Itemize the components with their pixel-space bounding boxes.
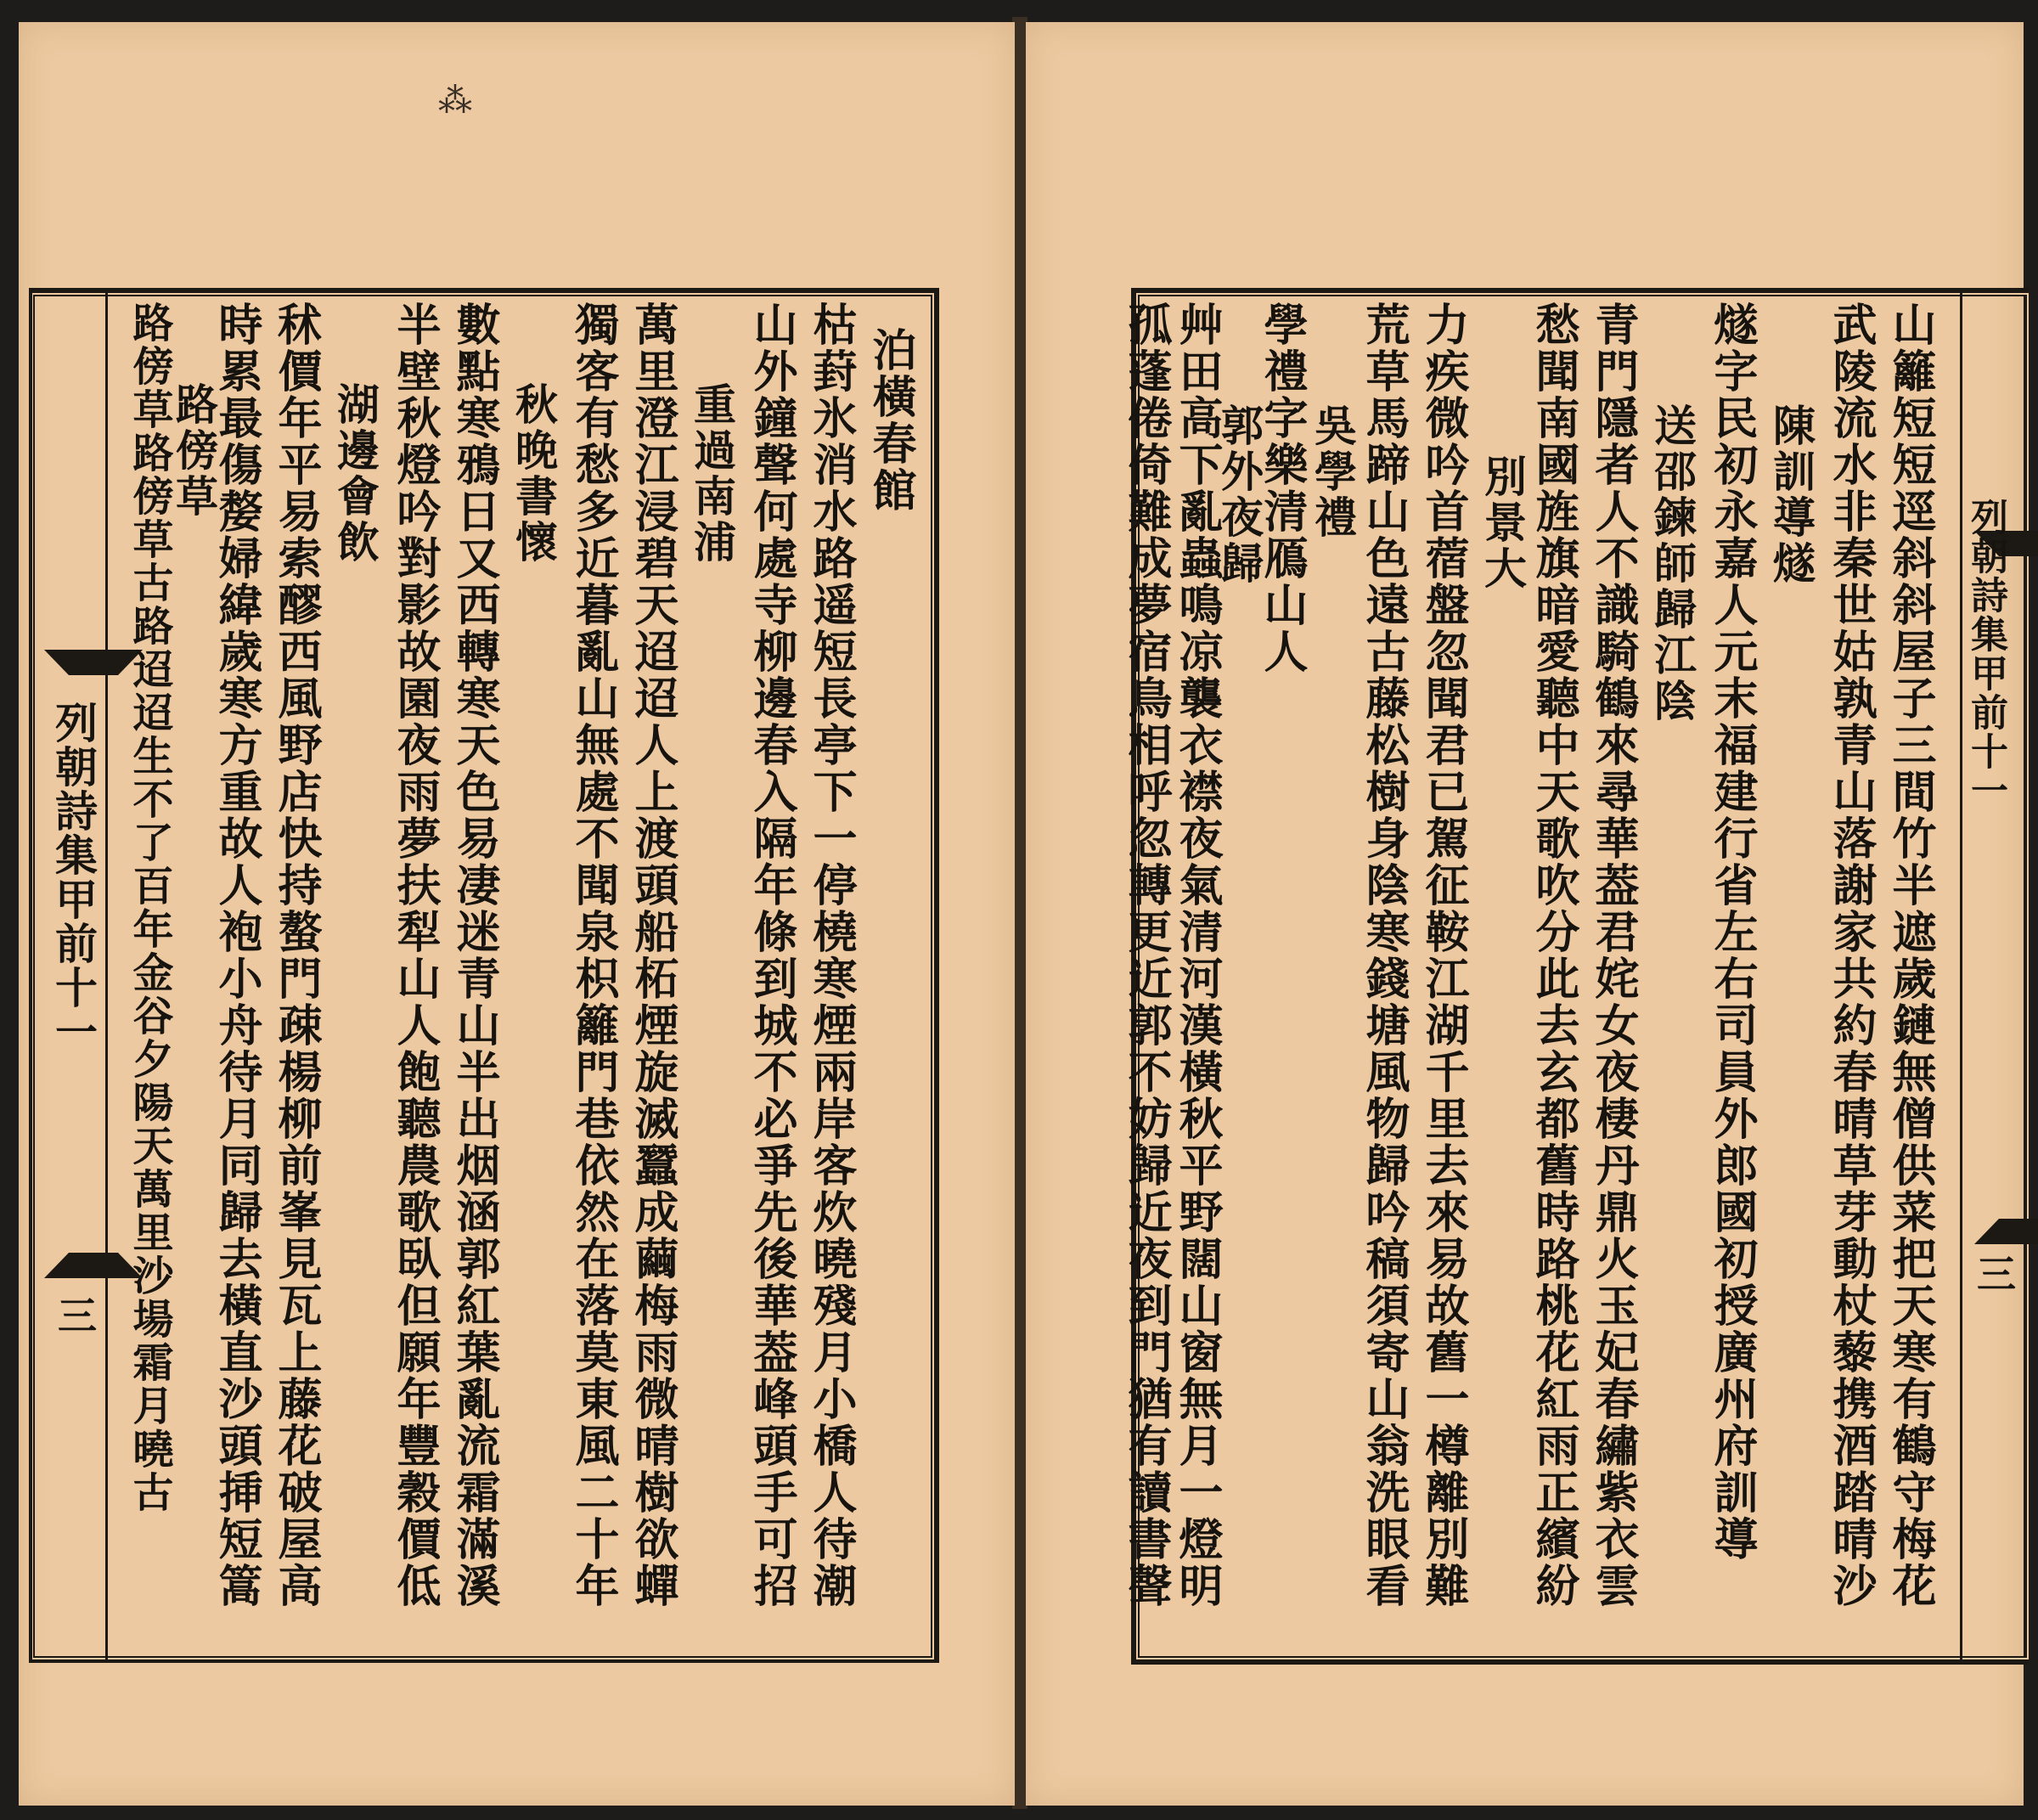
text-column: 艸田高下亂蟲鳴凉襲衣襟夜氣清河漢橫秋平野闊山窗無月一燈明 <box>1171 301 1223 1609</box>
poem-title: 路傍草 <box>169 382 219 520</box>
text-column: 時累最傷嫠婦緯歲寒方重故人袍小舟待月同歸去橫直沙頭挿短篙 <box>211 301 262 1609</box>
text-column: 數點寒鴉日又西轉寒天色易凄迷青山半出烟涵郭紅葉亂流霜滿溪 <box>448 301 500 1609</box>
fish-tail-lower <box>1969 1210 2029 1244</box>
text-column: 萬里澄江浸碧天迢迢人上渡頭船柘煙旋滅蠶成繭梅雨微晴樹欲蟬 <box>627 301 678 1609</box>
right-text-frame <box>1120 288 2029 1665</box>
ink-mark: ⁂ <box>438 82 472 121</box>
left-center-strip <box>30 293 108 1659</box>
poem-title: 送邵鍊師歸江陰 <box>1647 403 1697 724</box>
text-column: 半壁秋燈吟對影故園夜雨夢扶犁山人飽聽農歌臥但願年豐穀價低 <box>389 301 441 1609</box>
text-column: 山籬短短逕斜斜屋子三間竹半遮歲鏈無僧供菜把天寒有鶴守梅花 <box>1884 301 1936 1609</box>
text-column: 獨客有愁多近暮亂山無處不聞泉枳籬門巷依然在落莫東風二十年 <box>567 301 619 1609</box>
right-page-number: 三 <box>1971 1254 2017 1294</box>
fish-tail-lower <box>39 1244 99 1278</box>
text-column: 武陵流水非秦世姑孰青山落謝家共約春晴草芽動杖藜携酒踏晴沙 <box>1825 301 1877 1609</box>
text-column: 荒草馬蹄山色遠古藤松樹身陰寒錢塘風物歸吟稿須寄山翁洗眼看 <box>1358 301 1410 1609</box>
poem-title: 別景大 <box>1478 454 1528 592</box>
text-column: 枯葑氷消水路遥短長亭下一停橈寒煙兩岸客炊曉殘月小橋人待潮 <box>805 301 857 1609</box>
text-column: 路傍草路傍草古路迢迢生不了百年金谷夕陽天萬里沙場霜月曉古 <box>126 301 173 1514</box>
author-heading: 吳學禮 <box>1308 403 1358 541</box>
text-column: 燧字民初永嘉人元末福建行省左右司員外郎國初授廣州府訓導 <box>1706 301 1758 1563</box>
poem-title: 湖邊會飲 <box>330 382 380 566</box>
poem-title: 郭外夜歸 <box>1214 403 1264 587</box>
text-column: 力疾微吟首蓿盤忽聞君已駕征鞍江湖千里去來易故舊一樽離別難 <box>1417 301 1469 1609</box>
left-page <box>19 22 1015 1806</box>
text-column: 秫價年平易索醪西風野店快持螯門疎楊柳前峯見瓦上藤花破屋高 <box>270 301 322 1609</box>
text-column: 愁聞南國旌旗暗愛聽中天歌吹分此去玄都舊時路桃花紅雨正繽紛 <box>1528 301 1579 1609</box>
left-strip-title: 列朝詩集甲前十一 <box>48 701 99 1054</box>
text-column: 學禮字樂清鴈山人 <box>1256 301 1308 675</box>
right-strip-title: 列朝詩集甲前十一 <box>1964 498 2007 810</box>
text-column: 青門隱者人不識騎鶴來尋華葢君姹女夜棲丹鼎火玉妃春繡紫衣雲 <box>1587 301 1639 1609</box>
poem-title: 重過南浦 <box>687 382 737 566</box>
left-page-number: 三 <box>52 1295 98 1336</box>
left-text-frame <box>29 288 939 1663</box>
right-page <box>1026 22 2024 1806</box>
text-column: 孤蓬倦倚難成夢宿鳥相呼忽轉更近郭不妨歸近夜到門猶有讀書聲 <box>1120 301 1172 1609</box>
poem-title: 秋晚書懷 <box>509 382 559 566</box>
fish-tail-upper <box>39 650 99 684</box>
author-heading: 陳訓導燧 <box>1766 403 1816 587</box>
text-column: 山外鐘聲何處寺柳邊春入隔年條到城不必爭先後華葢峰頭手可招 <box>746 301 797 1609</box>
text-column: 泊橫春館 <box>864 327 916 514</box>
